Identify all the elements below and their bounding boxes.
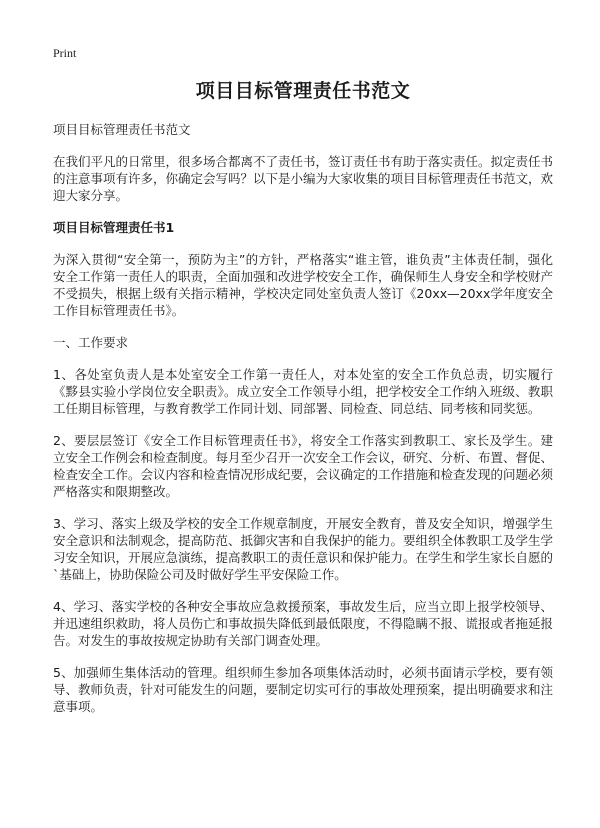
- paragraph-item-5: 5、加强师生集体活动的管理。组织师生参加各项集体活动时，必须书面请示学校，要有领导、教师负责，针对可能发生的问题，要制定切实可行的事故处理预案，提出明确要求和注意事项。: [53, 665, 554, 714]
- page-title: 项目目标管理责任书范文: [195, 80, 411, 102]
- document-subtitle: 项目目标管理责任书范文: [53, 122, 191, 137]
- section-heading: 项目目标管理责任书1: [53, 220, 175, 235]
- intro-paragraph: 在我们平凡的日常里，很多场合都离不了责任书，签订责任书有助于落实责任。拟定责任书的注意事项有许多，你确定会写吗？以下是小编为大家收集的项目目标管理责任书范文，欢迎大家分享。: [53, 154, 554, 203]
- paragraph-preamble: 为深入贯彻“安全第一，预防为主”的方针，严格落实“谁主管，谁负责”主体责任制，强化安全工作第一责任人的职责，全面加强和改进学校安全工作，确保师生人身安全和学校财产不受损失，根据上级有关指示精神，学校决定同处室负责人签订《20xx—20xx学年度安全工作目标管理责任书》。: [53, 252, 554, 318]
- print-link[interactable]: Print: [53, 46, 77, 60]
- document-body: [53, 78, 553, 730]
- paragraph-item-2: 2、要层层签订《安全工作目标管理责任书》，将安全工作落实到教职工、家长及学生。建立安全工作例会和检查制度。每月至少召开一次安全工作会议，研究、分析、布置、督促、检查安全工作。会议内容和检查情况形成纪要，会议确定的工作措施和检查发现的问题必须严格落实和限期整改。: [53, 433, 554, 499]
- paragraph-item-4: 4、学习、落实学校的各种安全事故应急救援预案，事故发生后，应当立即上报学校领导、并迅速组织救助，将人员伤亡和事故损失降低到最低限度，不得隐瞒不报、谎报或者拖延报告。对发生的事故按规定协助有关部门调查处理。: [53, 599, 554, 648]
- subheading-work-requirements: 一、工作要求: [53, 335, 129, 350]
- paragraph-item-3: 3、学习、落实上级及学校的安全工作规章制度，开展安全教育，普及安全知识，增强学生安全意识和法制观念，提高防范、抵御灾害和自我保护的能力。要组织全体教职工及学生学习安全知识，开展应急演练，提高教职工的责任意识和保护能力。在学生和学生家长自愿的`基础上，协助保险公司及时做好学生平安保险工作。: [53, 516, 554, 582]
- paragraph-item-1: 1、各处室负责人是本处室安全工作第一责任人，对本处室的安全工作负总责，切实履行《黟县实验小学岗位安全职责》。成立安全工作领导小组，把学校安全工作纳入班级、教职工任期目标管理，与教育教学工作同计划、同部署、同检查、同总结、同考核和同奖惩。: [53, 367, 553, 416]
